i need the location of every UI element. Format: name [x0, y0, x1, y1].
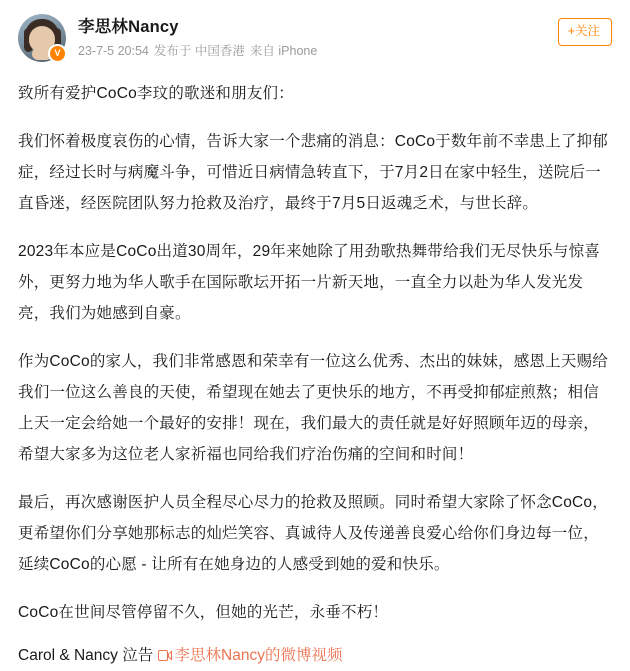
source-label: 来自	[249, 44, 275, 58]
post-paragraph: 最后，再次感谢医护人员全程尽心尽力的抢救及照顾。同时希望大家除了怀念CoCo，更希望你们分享她那标志的灿烂笑容、真诚待人及传递善良爱心给你们身边每一位，延续CoCo的心愿 - 让所有在她身边的人感受到她的爱和快乐。	[18, 494, 608, 573]
video-icon	[158, 643, 172, 671]
post-paragraph: 2023年本应是CoCo出道30周年，29年来她除了用劲歌热舞带给我们无尽快乐与惊喜外，更努力地为华人歌手在国际歌坛开拓一片新天地，一直全力以赴为华人发光发亮，我们为她感到自豪。	[18, 243, 600, 322]
post-paragraph: 我们怀着极度哀伤的心情，告诉大家一个悲痛的消息：CoCo于数年前不幸患上了抑郁症，经过长时与病魔斗争，可惜近日病情急转直下，于7月2日在家中轻生，送院后一直昏迷，经医院团队努力抢救及治疗，最终于7月5日返魂乏术，与世长辞。	[18, 133, 608, 212]
avatar[interactable]	[18, 14, 66, 62]
follow-button[interactable]: +关注	[558, 18, 612, 46]
post-header	[18, 14, 612, 70]
verified-badge-icon: V	[48, 44, 67, 63]
post-footer	[18, 642, 612, 670]
author-name[interactable]: 李思林Nancy	[78, 18, 179, 36]
video-link-label: 李思林Nancy的微博视频	[174, 647, 343, 664]
publish-label: 发布于	[153, 44, 192, 58]
post-paragraph: 致所有爱护CoCo李玟的歌迷和朋友们：	[18, 85, 294, 102]
post-meta	[78, 14, 317, 60]
post-content	[18, 78, 612, 628]
post-device: iPhone	[278, 44, 318, 58]
post-paragraph: CoCo在世间尽管停留不久，但她的光芒，永垂不朽！	[18, 604, 389, 621]
post-location: 中国香港	[194, 44, 245, 58]
post-timestamp: 23-7-5 20:54	[78, 44, 149, 58]
post-paragraph: 作为CoCo的家人，我们非常感恩和荣幸有一位这么优秀、杰出的妹妹，感恩上天赐给我们一位这么善良的天使，希望现在她去了更快乐的地方，不再受抑郁症煎熬；相信上天一定会给她一个最好的安排！现在，我们最大的责任就是好好照顾年迈的母亲，希望大家多为这位老人家祈福也同给我们疗治伤痛的空间和时间！	[18, 353, 608, 463]
post-meta-line	[78, 42, 317, 60]
post-signature: Carol & Nancy 泣告	[18, 647, 154, 664]
video-link[interactable]	[158, 647, 343, 664]
